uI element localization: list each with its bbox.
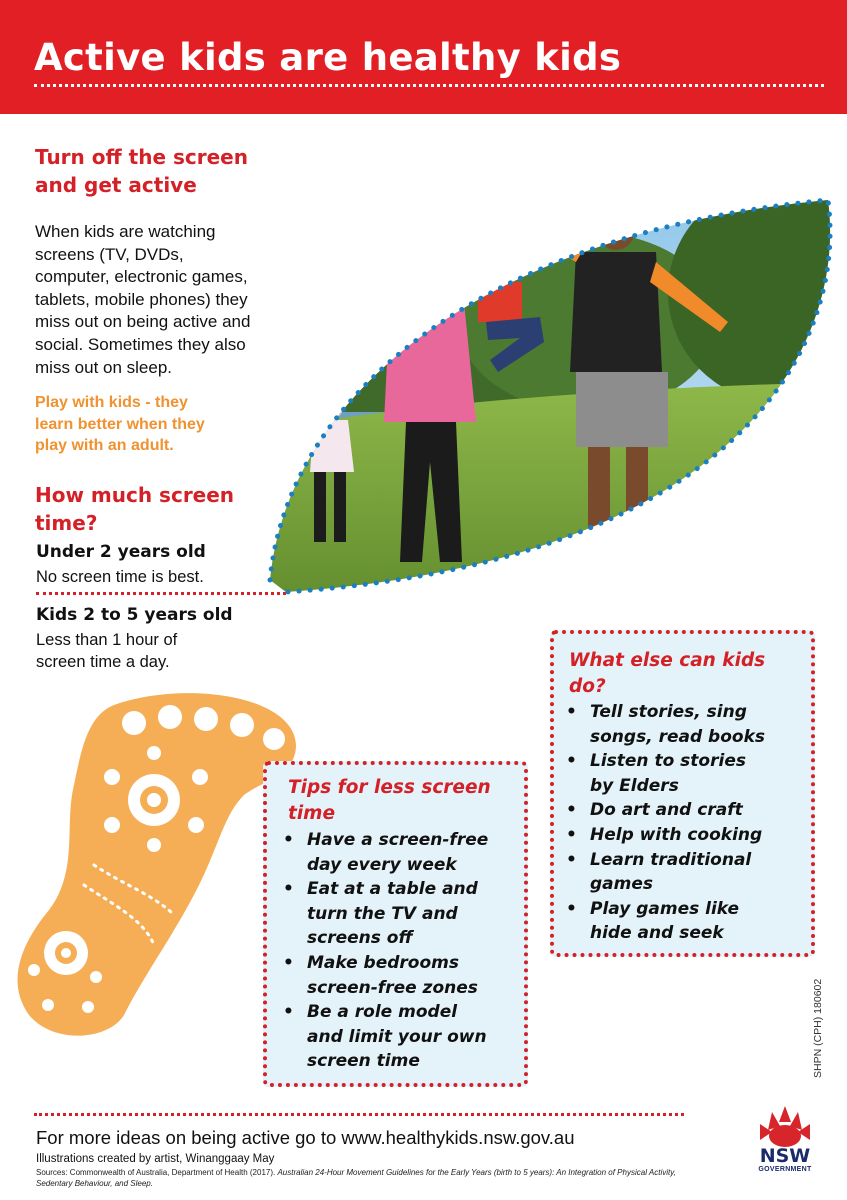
- header-dotted-divider: [34, 84, 824, 87]
- list-item-line: by Elders: [590, 775, 679, 796]
- what-else-list: [564, 700, 812, 946]
- intro-paragraph: [35, 221, 275, 379]
- tips-title-line: time: [288, 803, 336, 824]
- note-line: play with an adult.: [35, 437, 174, 454]
- intro-heading-line: and get active: [35, 173, 197, 197]
- list-item: [281, 1000, 521, 1074]
- list-item-line: • Eat at a table and: [307, 879, 478, 900]
- footer-dotted-divider: [34, 1113, 684, 1116]
- list-item-line: turn the TV and: [307, 903, 458, 924]
- list-item: [281, 877, 521, 951]
- list-item: [281, 828, 521, 877]
- header-scallop-edge: [0, 104, 847, 118]
- intro-text-line: miss out on sleep.: [35, 357, 173, 377]
- intro-text-line: social. Sometimes they also: [35, 334, 246, 354]
- intro-text-line: When kids are watching: [35, 222, 216, 241]
- age-group-title: Under 2 years old: [36, 542, 206, 562]
- list-item: [564, 798, 812, 823]
- list-item: [564, 823, 812, 848]
- list-item: [564, 848, 812, 897]
- age-text-line: Less than 1 hour of: [36, 631, 178, 649]
- list-item-line: • Tell stories, sing: [590, 702, 747, 722]
- list-item-line: • Help with cooking: [590, 824, 763, 845]
- age-group-text: [36, 566, 204, 588]
- intro-text-line: tablets, mobile phones) they: [35, 289, 248, 309]
- age-text-line: screen time a day.: [36, 653, 170, 671]
- tips-title: [288, 775, 491, 827]
- list-item-line: songs, read books: [590, 726, 765, 747]
- list-item-line: • Do art and craft: [590, 800, 743, 821]
- document-code: SHPN (CPH) 180602: [812, 978, 824, 1078]
- illustration-credit: Illustrations created by artist, Winanggaay May: [36, 1153, 275, 1165]
- note-line: Play with kids - they: [35, 394, 188, 411]
- family-photo: [258, 172, 847, 622]
- what-else-title-line: do?: [569, 676, 606, 697]
- tips-list: [281, 828, 521, 1074]
- age-group-text: [36, 629, 177, 673]
- what-else-title-line: What else can kids: [569, 650, 766, 671]
- list-item-line: • Listen to stories: [590, 751, 746, 772]
- list-item: [564, 897, 812, 946]
- screen-time-heading-line: How much screen: [35, 483, 235, 507]
- age-divider: [36, 592, 286, 595]
- footer-more-ideas: For more ideas on being active go to www.healthykids.nsw.gov.au: [36, 1127, 575, 1148]
- list-item-line: games: [590, 874, 654, 895]
- sources-note: [36, 1168, 676, 1189]
- tips-box: [263, 761, 528, 1087]
- intro-text-line: screens (TV, DVDs,: [35, 244, 184, 264]
- age-group-title: Kids 2 to 5 years old: [36, 605, 233, 625]
- screen-time-heading-line: time?: [35, 511, 98, 535]
- list-item-line: • Learn traditional: [590, 849, 752, 870]
- list-item-line: • Make bedrooms: [307, 952, 459, 973]
- list-item-line: screen time: [307, 1051, 420, 1072]
- what-else-box: [550, 630, 815, 957]
- list-item-line: • Play games like: [590, 898, 740, 919]
- intro-text-line: computer, electronic games,: [35, 267, 248, 287]
- tips-title-line: Tips for less screen: [288, 777, 491, 798]
- nsw-logo-subtext: GOVERNMENT: [758, 1166, 812, 1173]
- list-item-line: screen-free zones: [307, 977, 478, 998]
- list-item-line: day every week: [307, 854, 457, 875]
- list-item-line: • Have a screen-free: [307, 830, 489, 850]
- list-item: [564, 700, 812, 749]
- intro-text-line: miss out on being active and: [35, 312, 251, 332]
- list-item-line: screens off: [307, 928, 413, 949]
- age-text-line: No screen time is best.: [36, 568, 204, 586]
- list-item-line: hide and seek: [590, 923, 724, 944]
- list-item: [281, 951, 521, 1000]
- play-with-kids-note: [35, 392, 265, 457]
- page-title: Active kids are healthy kids: [34, 36, 622, 79]
- screen-time-heading: [35, 481, 234, 537]
- intro-heading: [35, 143, 248, 199]
- page-header: [0, 0, 847, 114]
- sources-italic: Australian 24-Hour Movement Guidelines for the Early Years (birth to 5 years): An Integration of Physical Activity, Sedentary Behaviour, and Sleep.: [36, 1168, 676, 1188]
- list-item: [564, 749, 812, 798]
- footprint-illustration: [4, 685, 304, 1045]
- list-item-line: • Be a role model: [307, 1002, 458, 1023]
- note-line: learn better when they: [35, 415, 205, 433]
- sources-plain: Sources: Commonwealth of Australia, Department of Health (2017).: [36, 1168, 278, 1177]
- intro-heading-line: Turn off the screen: [35, 145, 248, 169]
- list-item-line: and limit your own: [307, 1026, 487, 1047]
- what-else-title: [569, 648, 765, 700]
- nsw-logo-text: NSW: [759, 1145, 811, 1167]
